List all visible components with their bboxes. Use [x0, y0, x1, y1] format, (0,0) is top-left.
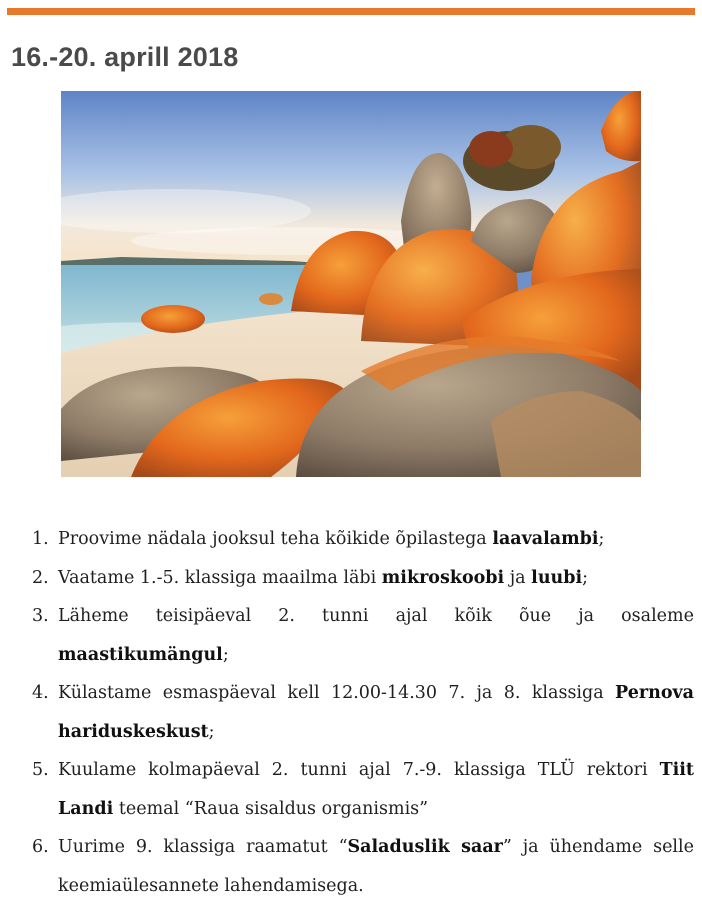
item-number: 1. [32, 529, 49, 549]
item-text: Külastame esmaspäeval kell 12.00-14.30 7. ja 8. klassiga Pernova hariduskeskust; [58, 683, 694, 742]
item-highlight: luubi [531, 567, 583, 588]
item-highlight: maastikumängul [58, 644, 223, 665]
list-item [32, 597, 694, 674]
item-number: 5. [32, 760, 49, 780]
accent-bar [7, 8, 695, 15]
item-text: Uurime 9. klassiga raamatut “Saladuslik saar” ja ühendame selle keemiaülesannete lahendamisega. [58, 837, 694, 896]
list-item [32, 674, 694, 751]
item-highlight: laavalambi [492, 529, 599, 549]
item-text: Vaatame 1.-5. klassiga maailma läbi mikroskoobi ja luubi; [58, 567, 589, 588]
item-text: Proovime nädala jooksul teha kõikide õpilastega laavalambi; [58, 529, 605, 549]
item-number: 2. [32, 567, 49, 588]
list-item [32, 520, 694, 559]
item-highlight: Tiit Landi [58, 760, 694, 819]
activity-list [32, 520, 694, 905]
beach-rocks-photo [61, 91, 641, 477]
item-number: 4. [32, 683, 49, 703]
item-number: 6. [32, 837, 49, 857]
list-item [32, 828, 694, 905]
list-item [32, 559, 694, 598]
item-number: 3. [32, 606, 49, 626]
item-highlight: mikroskoobi [381, 567, 505, 588]
item-highlight: Saladuslik saar [347, 837, 503, 857]
item-text: Läheme teisipäeval 2. tunni ajal kõik õue ja osaleme maastikumängul; [58, 606, 694, 665]
item-text: Kuulame kolmapäeval 2. tunni ajal 7.-9. klassiga TLÜ rektori Tiit Landi teemal “Raua sisaldus organismis” [58, 760, 694, 819]
item-highlight: Pernova hariduskeskust [58, 683, 694, 742]
list-item [32, 751, 694, 828]
page-title: 16.-20. aprill 2018 [11, 42, 239, 72]
